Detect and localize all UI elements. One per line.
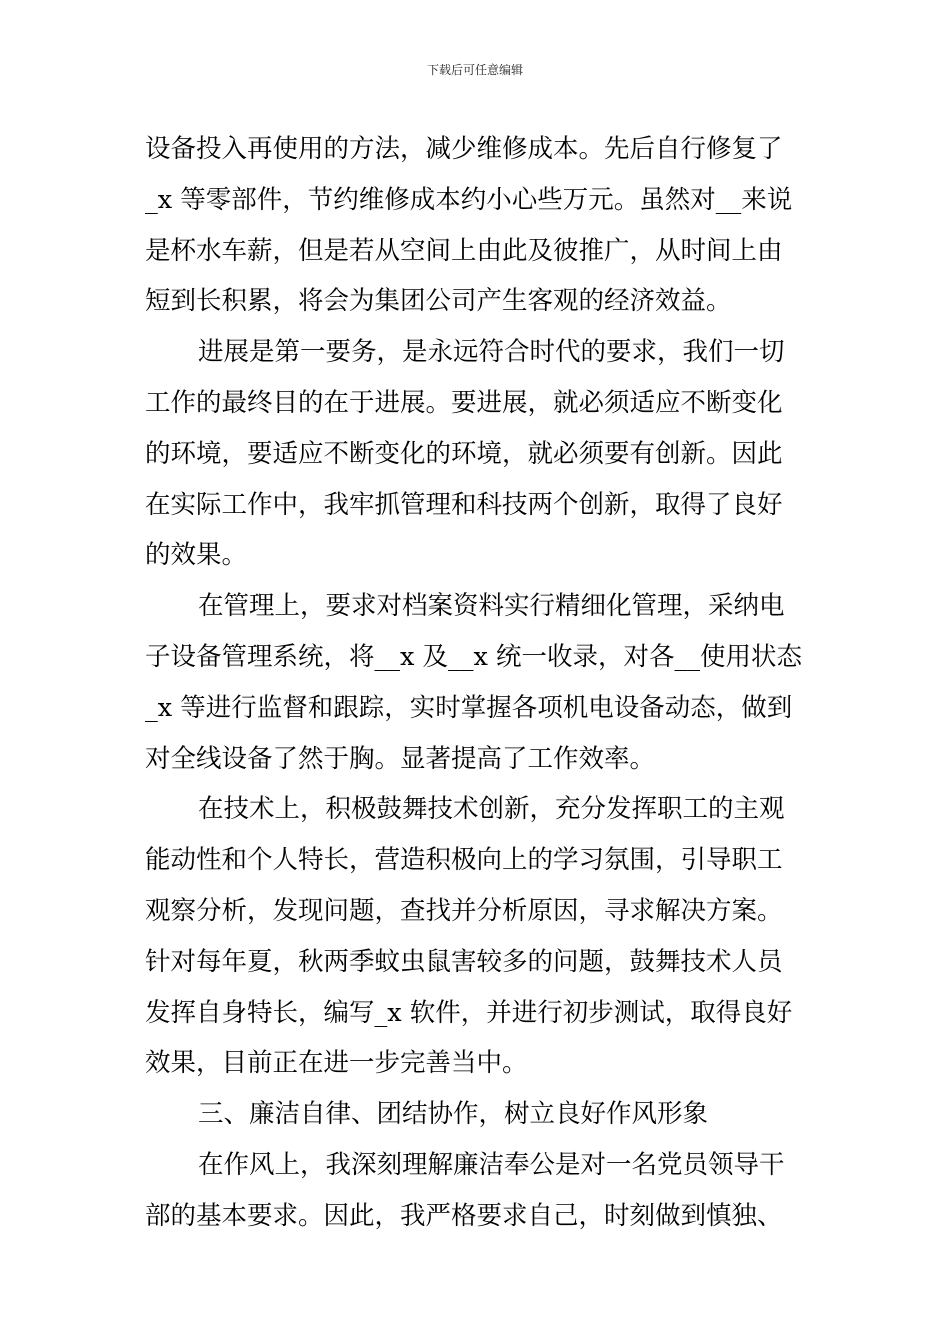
text-line: 效果，目前正在进一步完善当中。 xyxy=(145,1048,528,1079)
text-line: 能动性和个人特长，营造积极向上的学习氛围，引导职工 xyxy=(145,845,783,876)
paragraph-start-line: 三、廉洁自律、团结协作，树立良好作风形象 xyxy=(198,1099,709,1130)
page-header: 下载后可任意编辑 xyxy=(426,63,523,77)
text-line: 是杯水车薪，但是若从空间上由此及彼推广，从时间上由 xyxy=(145,235,783,266)
text-line: _x 等进行监督和跟踪，实时掌握各项机电设备动态，做到 xyxy=(145,692,793,723)
text-line: 对全线设备了然于胸。显著提高了工作效率。 xyxy=(145,743,656,774)
text-line: 短到长积累，将会为集团公司产生客观的经济效益。 xyxy=(145,286,732,317)
paragraph-start-line: 在技术上，积极鼓舞技术创新，充分发挥职工的主观 xyxy=(198,794,785,825)
text-line: 设备投入再使用的方法，减少维修成本。先后自行修复了 xyxy=(145,134,783,164)
paragraph-start-line: 在作风上，我深刻理解廉洁奉公是对一名党员领导干 xyxy=(198,1149,785,1180)
text-line: 针对每年夏，秋两季蚊虫鼠害较多的问题，鼓舞技术人员 xyxy=(145,946,783,977)
text-line: 的环境，要适应不断变化的环境，就必须要有创新。因此 xyxy=(145,438,783,469)
text-line: 观察分析，发现问题，查找并分析原因，寻求解决方案。 xyxy=(145,895,783,926)
text-line: 子设备管理系统，将__x 及__x 统一收录，对各__使用状态 xyxy=(145,641,802,672)
paragraph-start-line: 在管理上，要求对档案资料实行精细化管理，采纳电 xyxy=(198,591,785,622)
text-line: 在实际工作中，我牢抓管理和科技两个创新，取得了良好 xyxy=(145,489,783,520)
text-line: 的效果。 xyxy=(145,540,248,571)
paragraph-start-line: 进展是第一要务，是永远符合时代的要求，我们一切 xyxy=(198,337,785,368)
text-line: 部的基本要求。因此，我严格要求自己，时刻做到慎独、 xyxy=(145,1200,783,1231)
text-line: 工作的最终目的在于进展。要进展，就必须适应不断变化 xyxy=(145,387,783,418)
text-line: _x 等零部件，节约维修成本约小心些万元。虽然对__来说 xyxy=(145,184,793,215)
text-line: 发挥自身特长，编写_x 软件，并进行初步测试，取得良好 xyxy=(145,997,793,1028)
document-body xyxy=(145,124,815,1242)
